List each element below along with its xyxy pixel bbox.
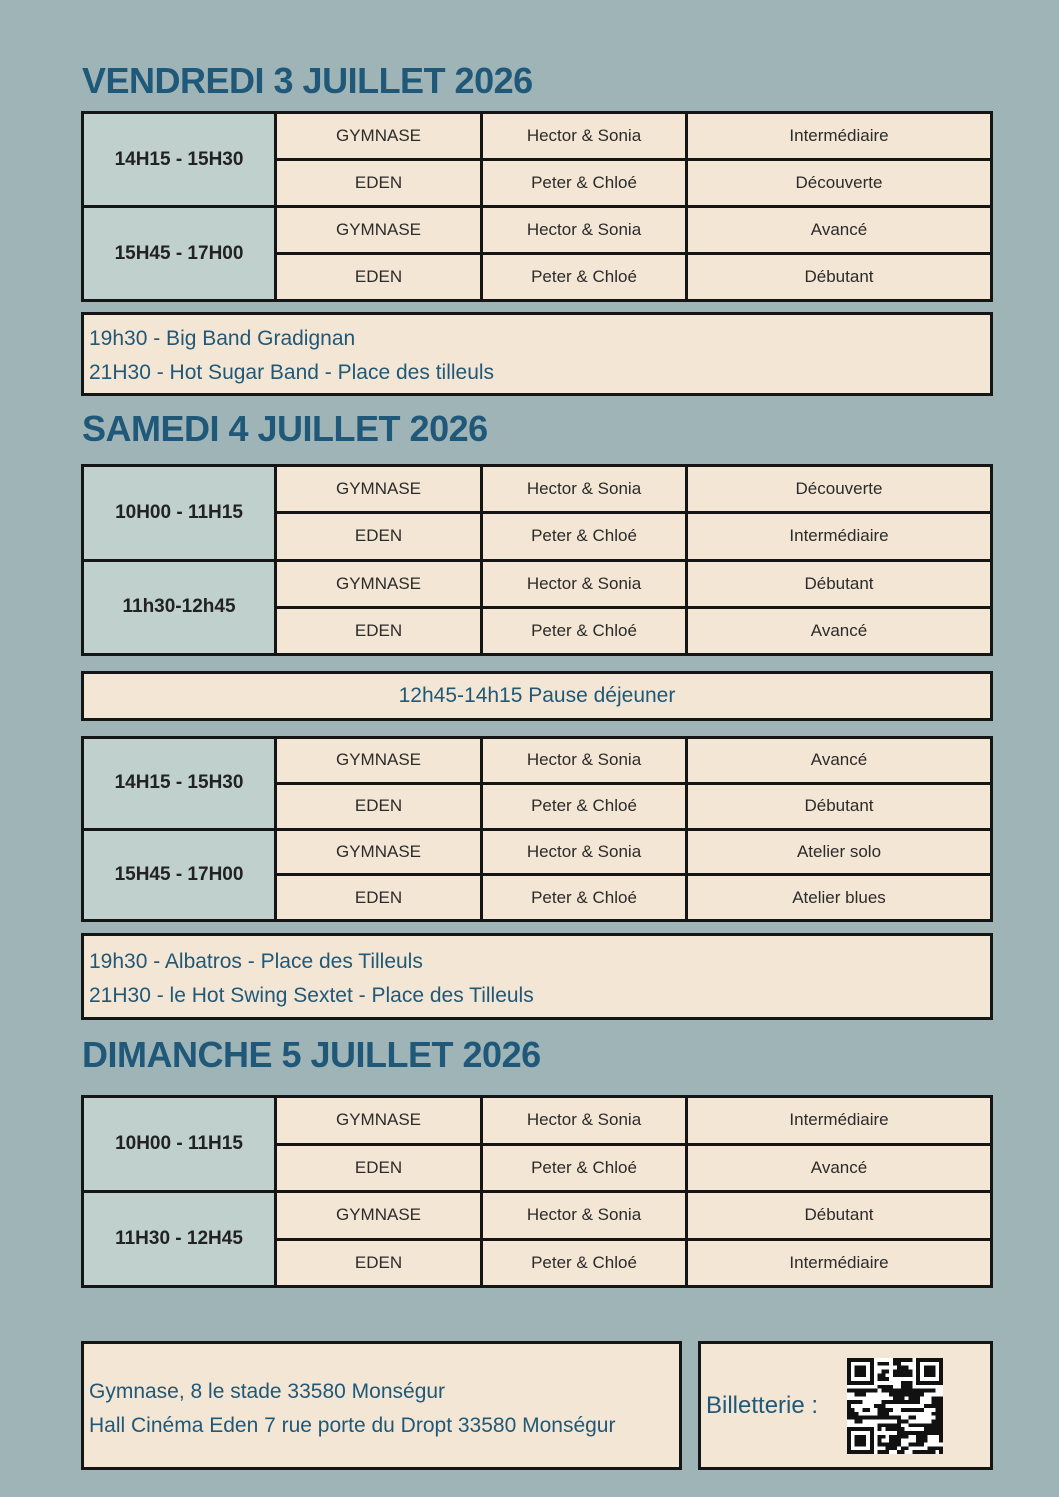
teachers-cell: Peter & Chloé xyxy=(483,1146,688,1191)
time-slot-label: 10H00 - 11H15 xyxy=(84,1098,277,1190)
level-cell: Atelier solo xyxy=(688,831,990,874)
class-row xyxy=(277,1098,990,1143)
level-cell: Avancé xyxy=(688,739,990,782)
level-cell: Découverte xyxy=(688,467,990,511)
class-row xyxy=(277,158,990,205)
room-cell: EDEN xyxy=(277,609,483,653)
event-line: 21H30 - le Hot Swing Sextet - Place des Tilleuls xyxy=(89,984,534,1007)
class-row xyxy=(277,1238,990,1286)
class-row xyxy=(277,606,990,653)
class-row xyxy=(277,831,990,874)
teachers-cell: Peter & Chloé xyxy=(483,609,688,653)
time-slot-label: 15H45 - 17H00 xyxy=(84,208,277,299)
schedule-table-samedi-afternoon xyxy=(81,736,993,922)
event-line: 19h30 - Albatros - Place des Tilleuls xyxy=(89,950,423,973)
level-cell: Débutant xyxy=(688,785,990,828)
teachers-cell: Hector & Sonia xyxy=(483,1193,688,1238)
time-slot xyxy=(84,205,990,299)
addresses-box xyxy=(81,1341,682,1470)
room-cell: EDEN xyxy=(277,785,483,828)
level-cell: Intermédiaire xyxy=(688,1098,990,1143)
room-cell: EDEN xyxy=(277,1241,483,1286)
teachers-cell: Peter & Chloé xyxy=(483,255,688,299)
class-row xyxy=(277,1193,990,1238)
schedule-table-dimanche xyxy=(81,1095,993,1288)
teachers-cell: Hector & Sonia xyxy=(483,208,688,252)
class-row xyxy=(277,562,990,606)
class-row xyxy=(277,782,990,828)
room-cell: GYMNASE xyxy=(277,114,483,158)
time-slot xyxy=(84,114,990,205)
class-row xyxy=(277,511,990,558)
class-row xyxy=(277,252,990,299)
schedule-table-vendredi xyxy=(81,111,993,302)
room-cell: EDEN xyxy=(277,1146,483,1191)
time-slot xyxy=(84,467,990,559)
level-cell: Intermédiaire xyxy=(688,1241,990,1286)
lunch-break-box xyxy=(81,671,993,721)
teachers-cell: Hector & Sonia xyxy=(483,831,688,874)
teachers-cell: Hector & Sonia xyxy=(483,467,688,511)
level-cell: Atelier blues xyxy=(688,876,990,919)
room-cell: GYMNASE xyxy=(277,1098,483,1143)
events-box-vendredi xyxy=(81,312,993,396)
teachers-cell: Peter & Chloé xyxy=(483,1241,688,1286)
teachers-cell: Hector & Sonia xyxy=(483,114,688,158)
room-cell: GYMNASE xyxy=(277,208,483,252)
class-row xyxy=(277,1143,990,1191)
level-cell: Avancé xyxy=(688,208,990,252)
day-title-samedi: SAMEDI 4 JUILLET 2026 xyxy=(82,408,488,449)
class-row xyxy=(277,467,990,511)
room-cell: EDEN xyxy=(277,876,483,919)
room-cell: GYMNASE xyxy=(277,467,483,511)
address-eden: Hall Cinéma Eden 7 rue porte du Dropt 33580 Monségur xyxy=(89,1414,616,1437)
teachers-cell: Peter & Chloé xyxy=(483,785,688,828)
ticketing-box xyxy=(698,1341,993,1470)
class-row xyxy=(277,114,990,158)
teachers-cell: Hector & Sonia xyxy=(483,1098,688,1143)
level-cell: Avancé xyxy=(688,609,990,653)
room-cell: GYMNASE xyxy=(277,739,483,782)
room-cell: EDEN xyxy=(277,161,483,205)
class-row xyxy=(277,739,990,782)
teachers-cell: Hector & Sonia xyxy=(483,562,688,606)
room-cell: EDEN xyxy=(277,514,483,558)
room-cell: GYMNASE xyxy=(277,831,483,874)
level-cell: Débutant xyxy=(688,255,990,299)
qr-code-icon[interactable] xyxy=(847,1358,943,1454)
time-slot-label: 11h30-12h45 xyxy=(84,562,277,654)
event-line: 21H30 - Hot Sugar Band - Place des tilleuls xyxy=(89,361,495,384)
events-box-samedi xyxy=(81,933,993,1020)
schedule-table-samedi-morning xyxy=(81,464,993,656)
day-title-dimanche: DIMANCHE 5 JUILLET 2026 xyxy=(82,1034,541,1075)
time-slot xyxy=(84,828,990,920)
time-slot-label: 14H15 - 15H30 xyxy=(84,114,277,205)
time-slot xyxy=(84,1098,990,1190)
time-slot xyxy=(84,739,990,828)
teachers-cell: Peter & Chloé xyxy=(483,514,688,558)
room-cell: GYMNASE xyxy=(277,562,483,606)
time-slot-label: 10H00 - 11H15 xyxy=(84,467,277,559)
time-slot xyxy=(84,1190,990,1285)
teachers-cell: Peter & Chloé xyxy=(483,876,688,919)
time-slot-label: 14H15 - 15H30 xyxy=(84,739,277,828)
ticketing-label: Billetterie : xyxy=(706,1392,819,1419)
level-cell: Débutant xyxy=(688,562,990,606)
class-row xyxy=(277,873,990,919)
teachers-cell: Hector & Sonia xyxy=(483,739,688,782)
time-slot-label: 15H45 - 17H00 xyxy=(84,831,277,920)
lunch-break-text: 12h45-14h15 Pause déjeuner xyxy=(398,684,676,707)
time-slot-label: 11H30 - 12H45 xyxy=(84,1193,277,1285)
level-cell: Découverte xyxy=(688,161,990,205)
class-row xyxy=(277,208,990,252)
level-cell: Débutant xyxy=(688,1193,990,1238)
level-cell: Intermédiaire xyxy=(688,514,990,558)
day-title-vendredi: VENDREDI 3 JUILLET 2026 xyxy=(82,60,533,101)
event-line: 19h30 - Big Band Gradignan xyxy=(89,327,356,350)
address-gymnase: Gymnase, 8 le stade 33580 Monségur xyxy=(89,1380,446,1403)
level-cell: Avancé xyxy=(688,1146,990,1191)
room-cell: GYMNASE xyxy=(277,1193,483,1238)
time-slot xyxy=(84,559,990,654)
room-cell: EDEN xyxy=(277,255,483,299)
level-cell: Intermédiaire xyxy=(688,114,990,158)
teachers-cell: Peter & Chloé xyxy=(483,161,688,205)
